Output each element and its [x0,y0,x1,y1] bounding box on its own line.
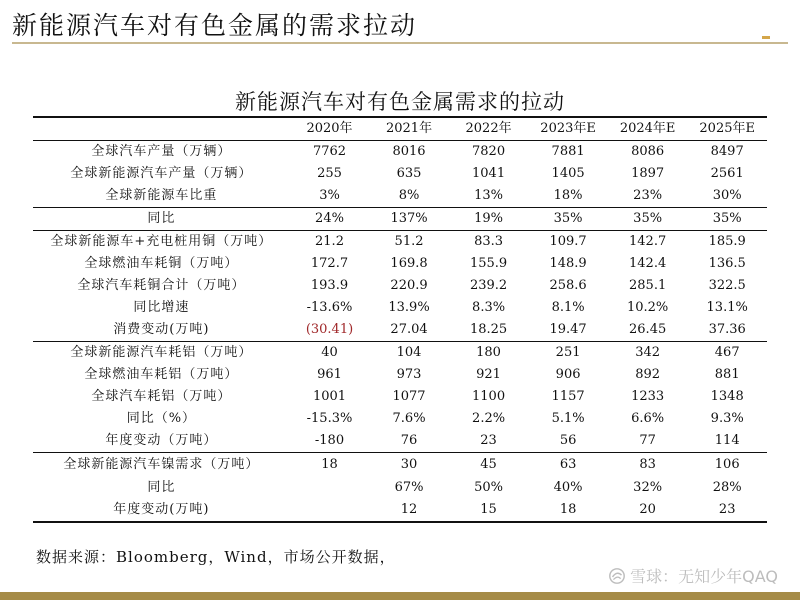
table-cell: 13.1% [706,300,748,315]
table-cell: 8% [369,185,449,208]
row-label: 全球新能源车+充电桩用铜（万吨） [50,234,273,249]
table-cell: 7820 [472,144,506,159]
table-cell: 19% [449,208,529,231]
title-divider [12,42,788,44]
row-label: 全球新能源汽车镍需求（万吨） [63,457,260,472]
table-cell: 137% [369,208,449,231]
table-cell: 193.9 [310,278,349,293]
table-row [33,275,767,297]
header-cell: 2021年 [369,117,449,141]
table-cell: 251 [555,345,581,360]
table-cell: 106 [714,457,740,472]
table-cell: 30% [687,185,767,208]
row-label: 全球新能源汽车产量（万辆） [70,166,253,181]
row-label: 全球燃油车耗铜（万吨） [84,256,239,271]
table-title: 新能源汽车对有色金属需求的拉动 [235,90,565,114]
row-label: 同比（%） [126,411,197,426]
corner-accent [762,36,770,39]
table-cell: 220.9 [390,278,428,293]
page-title: 新能源汽车对有色金属的需求拉动 [12,11,418,40]
table-cell: (30.41) [290,319,370,342]
table-row [33,453,767,478]
row-label: 全球汽车耗铜合计（万吨） [77,278,246,293]
table-cell [290,477,370,499]
table-cell: 1897 [631,166,665,181]
table-cell: 24% [290,208,370,231]
table-cell: 8086 [631,144,665,159]
table-cell: -180 [290,430,370,453]
table-row [33,141,767,164]
table-cell: 77 [608,430,688,453]
table-cell: 881 [714,367,740,382]
table-cell: 892 [635,367,661,382]
table-cell: -13.6% [306,300,353,315]
table-cell: 8.1% [551,300,585,315]
snowball-icon [608,567,626,585]
table-cell: 45 [480,457,497,472]
table-cell: 169.8 [390,256,428,271]
table-cell: 21.2 [315,234,344,249]
table-cell: 67% [394,480,424,495]
table-row [33,253,767,275]
header-cell: 2022年 [449,117,529,141]
table-cell: 1348 [710,389,744,404]
table-cell: 467 [714,345,740,360]
table-cell: 35% [608,208,688,231]
table-cell: 13% [449,185,529,208]
table-cell: 8016 [392,144,426,159]
row-label: 全球新能源车比重 [33,185,290,208]
table-cell: 56 [528,430,608,453]
table-row [33,364,767,386]
table-cell: 23 [449,430,529,453]
watermark [608,564,778,587]
table-row [33,342,767,365]
watermark-text: 雪球：无知少年QAQ [630,567,778,586]
table-cell: 342 [635,345,661,360]
row-label: 同比 [33,208,290,231]
table-cell: 50% [474,480,504,495]
table-cell: 142.7 [629,234,667,249]
table-cell: 19.47 [528,319,608,342]
table-cell: 76 [369,430,449,453]
row-label: 同比 [147,480,176,495]
table-cell: 63 [559,457,577,472]
table-cell: 10.2% [626,300,669,315]
table-cell: 51.2 [394,234,424,249]
row-label: 年度变动（万吨） [33,430,290,453]
row-label: 全球汽车产量（万辆） [91,144,232,159]
table-row [33,208,767,231]
table-cell: 7.6% [392,411,426,426]
source-note: 数据来源：Bloomberg，Wind，市场公开数据， [36,548,396,566]
table-cell: 1405 [551,166,585,181]
table-cell: 973 [396,367,422,382]
row-label: 消费变动(万吨) [33,319,290,342]
table-body [33,141,767,523]
table-cell: 1100 [472,389,506,404]
table-cell: 155.9 [469,256,508,271]
table-cell: 1233 [631,389,665,404]
table-cell: 37.36 [687,319,767,342]
table-cell: 83.3 [474,234,504,249]
table-row [33,477,767,499]
table-cell: 7762 [312,144,347,159]
row-label: 全球汽车耗铝（万吨） [91,389,232,404]
table-cell: 18 [528,499,608,522]
table-cell: 7881 [551,144,585,159]
table-cell: 6.6% [631,411,665,426]
table-cell [290,499,370,522]
row-label: 全球燃油车耗铝（万吨） [84,367,239,382]
header-cell: 2024年E [608,117,688,141]
row-label: 年度变动(万吨) [33,499,290,522]
table-cell: 40% [553,480,583,495]
table-row [33,408,767,430]
row-label: 全球新能源汽车耗铝（万吨） [70,345,253,360]
table-cell: 26.45 [608,319,688,342]
table-cell: 148.9 [549,256,587,271]
table-cell: 9.3% [710,411,744,426]
table-cell: 109.7 [549,234,587,249]
table-cell: 27.04 [369,319,449,342]
table-cell: 40 [321,345,338,360]
table-cell: 2561 [710,166,744,181]
table-cell: 2.2% [472,411,506,426]
data-table-container [33,116,767,523]
row-label: 同比增速 [133,300,190,315]
table-cell: 180 [476,345,501,360]
header-cell: 2023年E [528,117,608,141]
table-cell: 8497 [710,144,744,159]
table-cell: 5.1% [551,411,585,426]
table-cell: 8.3% [472,300,506,315]
table-cell: 32% [633,480,663,495]
table-cell: 18.25 [449,319,529,342]
header-cell: 2025年E [687,117,767,141]
table-cell: 1077 [392,389,426,404]
table-cell: 142.4 [629,256,667,271]
table-cell: 12 [369,499,449,522]
table-cell: 1157 [551,389,585,404]
table-cell: 322.5 [708,278,746,293]
table-cell: 635 [396,166,422,181]
table-cell: 285.1 [629,278,667,293]
table-cell: 18 [321,457,338,472]
table-row [33,430,767,453]
table-cell: 23 [687,499,767,522]
table-cell: 15 [449,499,529,522]
table-cell: 255 [317,166,342,181]
table-row [33,386,767,408]
table-row [33,499,767,522]
bottom-accent-bar [0,592,800,600]
header-row [33,117,767,141]
table-cell: 906 [555,367,581,382]
table-cell: 28% [712,480,742,495]
table-row [33,163,767,185]
header-cell: 2020年 [290,117,370,141]
table-row [33,231,767,254]
table-cell: 114 [687,430,767,453]
table-cell: 83 [639,457,656,472]
table-cell: 1001 [312,389,347,404]
table-cell: 1041 [472,166,506,181]
table-row [33,185,767,208]
table-cell: 20 [608,499,688,522]
table-cell: 961 [317,367,342,382]
table-cell: 136.5 [708,256,746,271]
table-cell: 13.9% [388,300,430,315]
table-cell: 3% [290,185,370,208]
table-cell: 239.2 [469,278,508,293]
table-cell: 172.7 [310,256,349,271]
table-cell: 185.9 [708,234,746,249]
table-row [33,297,767,319]
table-cell: 104 [396,345,422,360]
table-cell: -15.3% [306,411,353,426]
table-cell: 23% [608,185,688,208]
header-cell [33,117,290,141]
table-row [33,319,767,342]
table-cell: 18% [528,185,608,208]
table-cell: 258.6 [549,278,587,293]
table-cell: 35% [528,208,608,231]
table-cell: 35% [687,208,767,231]
metals-demand-table [33,116,767,523]
table-cell: 30 [400,457,418,472]
table-cell: 921 [476,367,501,382]
